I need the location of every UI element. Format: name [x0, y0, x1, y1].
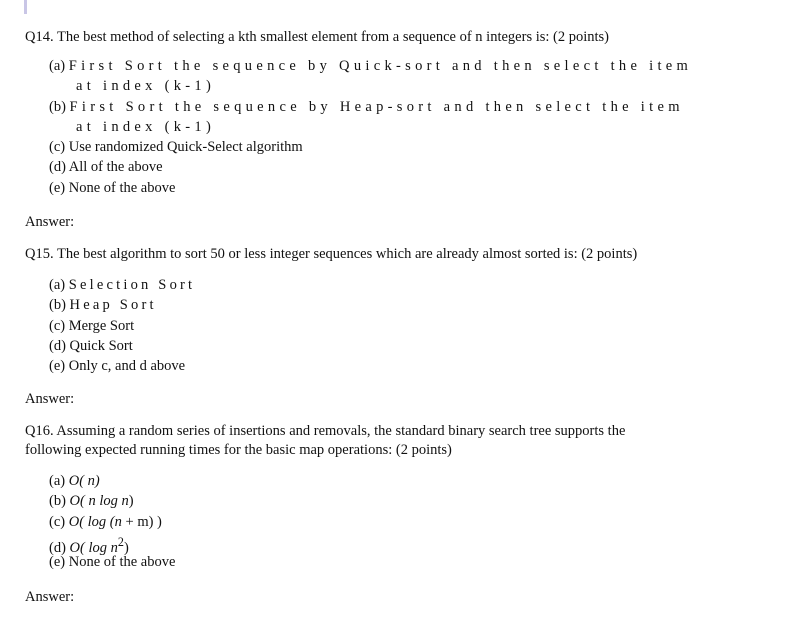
option-d: (d) O( $\log n^2$): [49, 534, 129, 556]
option-e: (e) Only c, and d above: [49, 358, 186, 375]
option-c: (c) Merge Sort: [49, 317, 135, 334]
answer-label-14: Answer:: [25, 214, 75, 230]
question-15-options: [49, 275, 637, 376]
option-b: (b) O( n log n): [49, 493, 134, 510]
option-e: (e) None of the above: [49, 554, 176, 571]
question-16-text-line-1: Q16. Assuming a random series of insertions and removals, the standard binary search tree supports the: [25, 423, 626, 439]
question-14: [25, 29, 692, 198]
option-e: (e) None of the above: [49, 179, 176, 196]
page-edge-marker: [24, 0, 27, 14]
question-16: [25, 423, 625, 572]
question-16-text-line-2: following expected running times for the basic map operations: (2 points): [25, 442, 452, 458]
option-d: (d) All of the above: [49, 159, 163, 176]
question-14-options: [49, 56, 692, 198]
option-a: (a) First Sort the sequence by Quick-sort and then select the item: [49, 58, 693, 74]
question-15-text: Q15. The best algorithm to sort 50 or less integer sequences which are already almost sorted is: (2 points): [25, 246, 638, 262]
answer-label-16: Answer:: [25, 589, 75, 605]
answer-label-15: Answer:: [25, 391, 75, 407]
option-b: (b) Heap Sort: [49, 297, 157, 314]
question-14-text: Q14. The best method of selecting a kth smallest element from a sequence of n integers is: (2 points): [25, 29, 610, 45]
option-c: (c) O( log (n + m) ): [49, 513, 162, 530]
option-a: (a) Selection Sort: [49, 277, 196, 293]
option-c: (c) Use randomized Quick-Select algorithm: [49, 139, 303, 156]
option-b-continued: at index (k-1): [76, 118, 216, 135]
question-16-options: [49, 471, 625, 572]
question-15: [25, 246, 637, 376]
option-d: (d) Quick Sort: [49, 337, 133, 354]
option-a: (a) O( n): [49, 473, 100, 489]
option-a-continued: at index (k-1): [76, 78, 216, 95]
option-b: (b) First Sort the sequence by Heap-sort and then select the item: [49, 98, 684, 115]
